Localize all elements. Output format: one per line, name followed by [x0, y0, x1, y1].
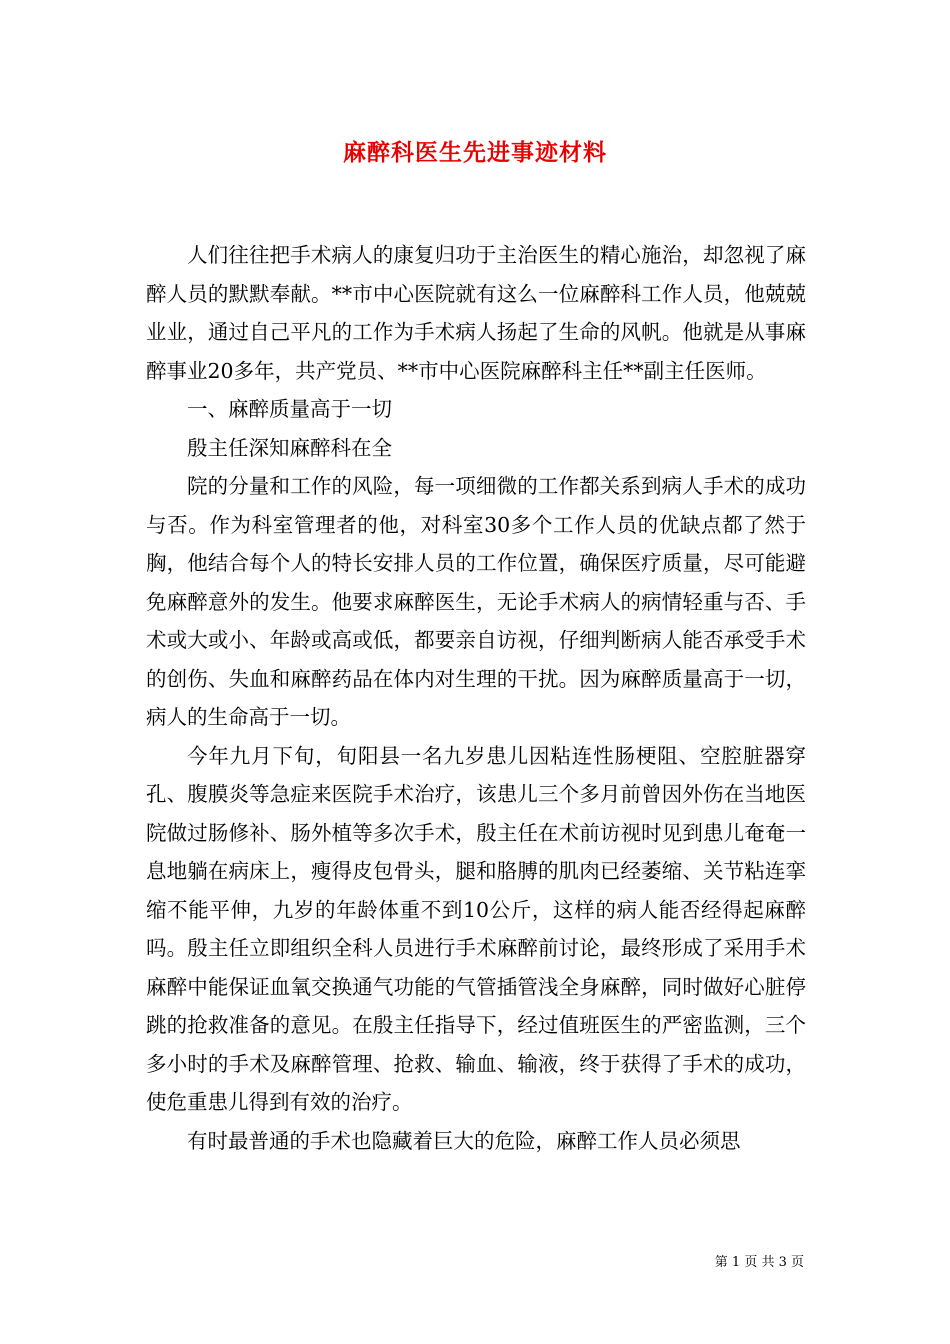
paragraph-danger: 有时最普通的手术也隐藏着巨大的危险，麻醉工作人员必须思: [187, 1128, 741, 1153]
paragraph-fragment: 殷主任深知麻醉科在全: [187, 435, 392, 460]
paragraph-intro: 人们往往把手术病人的康复归功于主治医生的精心施治，却忽视了麻醉人员的默默奉献。**市中心医院就有这么一位麻醉科工作人员，他兢兢业业，通过自己平凡的工作为手术病人扬起了生命的风帆。他就是从事麻醉事业20多年，共产党员、**市中心医院麻醉科主任**副主任医师。: [146, 243, 806, 383]
section-heading: 一、麻醉质量高于一切: [187, 397, 392, 421]
document-title: 麻醉科医生先进事迹材料: [343, 139, 607, 166]
document-body: [146, 236, 806, 1160]
paragraph-case: 今年九月下旬，旬阳县一名九岁患儿因粘连性肠梗阻、空腔脏器穿孔、腹膜炎等急症来医院手术治疗，该患儿三个多月前曾因外伤在当地医院做过肠修补、肠外植等多次手术，殷主任在术前访视时见到患儿奄奄一息地躺在病床上，瘦得皮包骨头，腿和胳膊的肌肉已经萎缩、关节粘连挛缩不能平伸，九岁的年龄体重不到10公斤，这样的病人能否经得起麻醉吗。殷主任立即组织全科人员进行手术麻醉前讨论，最终形成了采用手术麻醉中能保证血氧交换通气功能的气管插管浅全身麻醉，同时做好心脏停跳的抢救准备的意见。在殷主任指导下，经过值班医生的严密监测，三个多小时的手术及麻醉管理、抢救、输血、输液，终于获得了手术的成功，使危重患儿得到有效的治疗。: [146, 743, 806, 1114]
page-number: 第 1 页 共 3 页: [714, 1255, 804, 1270]
paragraph-quality: 院的分量和工作的风险，每一项细微的工作都关系到病人手术的成功与否。作为科室管理者的他，对科室30多个工作人员的优缺点都了然于胸，他结合每个人的特长安排人员的工作位置，确保医疗质量，尽可能避免麻醉意外的发生。他要求麻醉医生，无论手术病人的病情轻重与否、手术或大或小、年龄或高或低，都要亲自访视，仔细判断病人能否承受手术的创伤、失血和麻醉药品在体内对生理的干扰。因为麻醉质量高于一切，病人的生命高于一切。: [146, 474, 806, 729]
